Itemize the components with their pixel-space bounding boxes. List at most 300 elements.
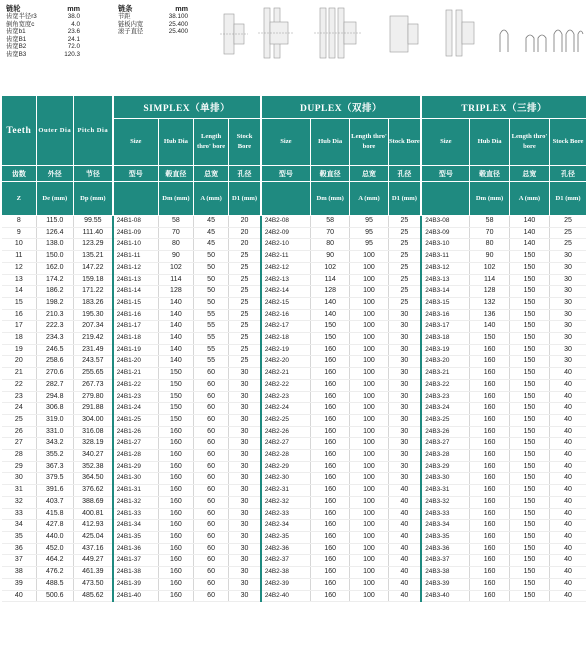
teeth-cell: 36: [2, 543, 36, 555]
duplex-size-cell: 24B2-40: [261, 590, 311, 602]
duplex-bore-cell: 40: [388, 555, 421, 567]
simplex-bore-cell: 30: [229, 426, 261, 438]
duplex-bore-cn: 孔径: [388, 166, 421, 182]
triplex-hub-cell: 160: [470, 555, 509, 567]
simplex-size-cell: 24B1-17: [113, 321, 159, 333]
simplex-bore-cell: 20: [229, 216, 261, 228]
simplex-bore-cell: 30: [229, 368, 261, 380]
sprocket-data-table: [2, 96, 586, 602]
outer-dia-cell: 150.0: [36, 251, 73, 263]
teeth-cell: 18: [2, 333, 36, 345]
duplex-bore-cell: 40: [388, 496, 421, 508]
triplex-length-cell: 150: [509, 379, 549, 391]
duplex-bore-cell: 25: [388, 286, 421, 298]
simplex-length-cn: 总宽: [193, 166, 228, 182]
duplex-length-cell: 100: [350, 391, 388, 403]
triplex-hub-cell: 160: [470, 473, 509, 485]
triplex-length-cell: 150: [509, 286, 549, 298]
triplex-hub-cell: 160: [470, 356, 509, 368]
simplex-hub-cell: 160: [158, 438, 193, 450]
triplex-length-cell: 140: [509, 227, 549, 239]
simplex-bore-cell: 25: [229, 309, 261, 321]
pitch-dia-cell: 135.21: [73, 251, 112, 263]
triplex-length-cell: 150: [509, 414, 549, 426]
outer-dia-cell: 246.5: [36, 344, 73, 356]
outer-dia-cell: 343.2: [36, 438, 73, 450]
simplex-length-cell: 60: [193, 461, 228, 473]
simplex-bore-cell: 20: [229, 227, 261, 239]
simplex-hub-cell: 160: [158, 508, 193, 520]
triplex-size-cell: 24B3-32: [421, 496, 470, 508]
duplex-bore-cell: 40: [388, 543, 421, 555]
spec-value: 4.0: [71, 20, 80, 28]
pitch-dia-cell: 352.38: [73, 461, 112, 473]
duplex-hub-cell: 140: [311, 297, 350, 309]
duplex-size-cell: 24B2-13: [261, 274, 311, 286]
duplex-hub-cell: 70: [311, 227, 350, 239]
triplex-size-cell: 24B3-36: [421, 543, 470, 555]
pitch-dia-cell: 316.08: [73, 426, 112, 438]
duplex-size-cn: 型号: [261, 166, 311, 182]
pitch-dia-cell: 183.26: [73, 297, 112, 309]
outer-dia-cell: 500.6: [36, 590, 73, 602]
pitch-dia-cell: 340.27: [73, 450, 112, 462]
simplex-length-cell: 60: [193, 520, 228, 532]
triplex-length-cell: 150: [509, 508, 549, 520]
table-row: [2, 356, 586, 368]
outer-dia-cell: 210.3: [36, 309, 73, 321]
simplex-length-cell: 60: [193, 438, 228, 450]
duplex-hub-cell: 160: [311, 508, 350, 520]
simplex-size-cell: 24B1-09: [113, 227, 159, 239]
table-row: [2, 333, 586, 345]
simplex-hub-cell: 160: [158, 531, 193, 543]
teeth-cell: 30: [2, 473, 36, 485]
teeth-cell: 21: [2, 368, 36, 380]
simplex-length-cell: 60: [193, 379, 228, 391]
simplex-hub-cell: 160: [158, 543, 193, 555]
simplex-length-cell: 45: [193, 227, 228, 239]
simplex-hub-cell: 160: [158, 520, 193, 532]
simplex-bore-cell: 30: [229, 578, 261, 590]
simplex-bore-cell: 30: [229, 450, 261, 462]
table-row: [2, 590, 586, 602]
table-body: [2, 216, 586, 602]
simplex-hub-cell: 58: [158, 216, 193, 228]
simplex-hub-cell: 150: [158, 368, 193, 380]
simplex-size-cell: 24B1-35: [113, 531, 159, 543]
duplex-size-cell: 24B2-17: [261, 321, 311, 333]
duplex-hub-cn: 毂直径: [311, 166, 350, 182]
outer-dia-cell: 234.3: [36, 333, 73, 345]
triplex-bore-cell: 40: [550, 531, 586, 543]
triplex-bore-cell: 30: [550, 262, 586, 274]
outer-dia-cell: 222.3: [36, 321, 73, 333]
triplex-length-cell: 150: [509, 543, 549, 555]
triplex-length-symbol: A (mm): [509, 182, 549, 216]
simplex-bore-cell: 30: [229, 543, 261, 555]
simplex-length-cell: 50: [193, 297, 228, 309]
triplex-length-cell: 150: [509, 274, 549, 286]
simplex-length-cell: 60: [193, 414, 228, 426]
table-row: [2, 251, 586, 263]
triplex-size-cell: 24B3-18: [421, 333, 470, 345]
duplex-bore-cell: 30: [388, 391, 421, 403]
outer-dia-cell: 138.0: [36, 239, 73, 251]
pitch-dia-cell: 449.27: [73, 555, 112, 567]
simplex-bore-cell: 20: [229, 239, 261, 251]
pitch-dia-cell: 279.80: [73, 391, 112, 403]
teeth-symbol: Z: [2, 182, 36, 216]
table-row: [2, 216, 586, 228]
simplex-bore-cell: 30: [229, 438, 261, 450]
duplex-length-cell: 100: [350, 438, 388, 450]
duplex-length-cell: 100: [350, 520, 388, 532]
table-row: [2, 450, 586, 462]
sprocket-spec-title: 链轮: [6, 4, 21, 13]
duplex-hub-cell: 160: [311, 555, 350, 567]
teeth-cell: 20: [2, 356, 36, 368]
duplex-sprocket-drawing: [258, 8, 294, 58]
teeth-cell: 40: [2, 590, 36, 602]
duplex-size-cell: 24B2-39: [261, 578, 311, 590]
triplex-hub-cell: 160: [470, 391, 509, 403]
duplex-size-cell: 24B2-27: [261, 438, 311, 450]
triplex-size-cell: 24B3-23: [421, 391, 470, 403]
simplex-length-cell: 60: [193, 531, 228, 543]
duplex-bore-cell: 30: [388, 344, 421, 356]
duplex-bore-cell: 25: [388, 239, 421, 251]
duplex-bore-cell: 25: [388, 251, 421, 263]
duplex-bore-cell: 25: [388, 274, 421, 286]
simplex-hub-cell: 160: [158, 485, 193, 497]
triplex-size-cell: 24B3-39: [421, 578, 470, 590]
triplex-hub-cell: 160: [470, 496, 509, 508]
duplex-size-cell: 24B2-15: [261, 297, 311, 309]
simplex-size-cell: 24B1-23: [113, 391, 159, 403]
triplex-length-cell: 150: [509, 251, 549, 263]
teeth-cell: 19: [2, 344, 36, 356]
outer-dia-cell: 115.0: [36, 216, 73, 228]
simplex-bore-symbol: D1 (mm): [229, 182, 261, 216]
duplex-bore-cell: 25: [388, 216, 421, 228]
simplex-length-cell: 60: [193, 590, 228, 602]
teeth-cell: 8: [2, 216, 36, 228]
outer-dia-cell: 126.4: [36, 227, 73, 239]
duplex-hub-symbol: Dm (mm): [311, 182, 350, 216]
pitch-dia-cell: 473.50: [73, 578, 112, 590]
simplex-size-cell: 24B1-40: [113, 590, 159, 602]
simplex-hub-cell: 160: [158, 461, 193, 473]
simplex-length-cell: 60: [193, 403, 228, 415]
duplex-size-cell: 24B2-33: [261, 508, 311, 520]
teeth-cell: 12: [2, 262, 36, 274]
simplex-size-cell: 24B1-25: [113, 414, 159, 426]
duplex-length-cell: 100: [350, 531, 388, 543]
triplex-bore-cell: 40: [550, 426, 586, 438]
spec-label: 齿宽半径r3: [6, 13, 37, 20]
triplex-hub-cell: 160: [470, 520, 509, 532]
table-row: [2, 227, 586, 239]
table-row: [2, 461, 586, 473]
pitch-dia-cell: 425.04: [73, 531, 112, 543]
outer-dia-cell: 476.2: [36, 567, 73, 579]
triplex-size-cn: 型号: [421, 166, 470, 182]
simplex-hub-cell: 140: [158, 333, 193, 345]
duplex-hub-cell: 160: [311, 543, 350, 555]
simplex-bore-cell: 25: [229, 297, 261, 309]
outer-dia-cell: 403.7: [36, 496, 73, 508]
simplex-length-cell: 55: [193, 321, 228, 333]
chain-spec-title: 链条: [118, 4, 133, 13]
spec-value: 25.400: [168, 20, 188, 28]
triplex-length-cell: 150: [509, 555, 549, 567]
duplex-bore-cell: 30: [388, 403, 421, 415]
simplex-bore-cell: 25: [229, 286, 261, 298]
spec-value: 38.0: [67, 13, 80, 20]
triplex-hub-cell: 160: [470, 531, 509, 543]
triplex-hub-cell: 160: [470, 461, 509, 473]
triplex-hub-cell: 160: [470, 485, 509, 497]
simplex-size-cell: 24B1-13: [113, 274, 159, 286]
simplex-length-cell: 60: [193, 567, 228, 579]
simplex-bore-cell: 30: [229, 555, 261, 567]
spec-value: 120.3: [64, 50, 80, 58]
triplex-size-cell: 24B3-08: [421, 216, 470, 228]
triplex-size-cell: 24B3-24: [421, 403, 470, 415]
spec-value: 25.400: [168, 28, 188, 36]
triplex-size-cell: 24B3-34: [421, 520, 470, 532]
triplex-size-cell: 24B3-10: [421, 239, 470, 251]
triplex-bore-cell: 40: [550, 485, 586, 497]
teeth-cell: 39: [2, 578, 36, 590]
outer-dia-cell: 367.3: [36, 461, 73, 473]
duplex-hub-cell: 160: [311, 590, 350, 602]
simplex-size-header: Size: [113, 119, 159, 166]
triplex-length-cell: 150: [509, 309, 549, 321]
simplex-length-cell: 55: [193, 356, 228, 368]
pitch-dia-cell: 99.55: [73, 216, 112, 228]
simplex-length-symbol: A (mm): [193, 182, 228, 216]
duplex-hub-cell: 160: [311, 368, 350, 380]
duplex-bore-cell: 30: [388, 309, 421, 321]
pitch-dia-cell: 485.62: [73, 590, 112, 602]
duplex-hub-cell: 160: [311, 578, 350, 590]
pitch-dia-cell: 388.69: [73, 496, 112, 508]
simplex-size-cell: 24B1-19: [113, 344, 159, 356]
triplex-hub-cell: 160: [470, 450, 509, 462]
bore-section-drawing: [390, 10, 474, 56]
simplex-bore-cell: 25: [229, 321, 261, 333]
simplex-length-cell: 60: [193, 508, 228, 520]
simplex-size-symbol: [113, 182, 159, 216]
simplex-size-cell: 24B1-27: [113, 438, 159, 450]
simplex-hub-cell: 160: [158, 496, 193, 508]
triplex-length-header: Length thro' bore: [509, 119, 549, 166]
simplex-length-cell: 55: [193, 309, 228, 321]
duplex-length-header: Length thro' bore: [350, 119, 388, 166]
simplex-hub-cell: 140: [158, 297, 193, 309]
triplex-hub-header: Hub Dia: [470, 119, 509, 166]
triplex-bore-cell: 25: [550, 239, 586, 251]
pitch-dia-cell: 243.57: [73, 356, 112, 368]
teeth-cell: 10: [2, 239, 36, 251]
triplex-hub-cell: 160: [470, 543, 509, 555]
table-row: [2, 403, 586, 415]
triplex-hub-cell: 160: [470, 344, 509, 356]
simplex-length-cell: 60: [193, 543, 228, 555]
duplex-bore-cell: 30: [388, 414, 421, 426]
simplex-size-cell: 24B1-39: [113, 578, 159, 590]
triplex-bore-cell: 30: [550, 356, 586, 368]
pitch-dia-cell: 255.65: [73, 368, 112, 380]
triplex-bore-cell: 40: [550, 590, 586, 602]
teeth-cell: 17: [2, 321, 36, 333]
pitch-dia-cell: 159.18: [73, 274, 112, 286]
simplex-bore-cell: 25: [229, 356, 261, 368]
duplex-bore-cell: 40: [388, 590, 421, 602]
simplex-length-cell: 55: [193, 333, 228, 345]
chain-spec-row: [118, 13, 188, 21]
triplex-size-cell: 24B3-40: [421, 590, 470, 602]
simplex-size-cell: 24B1-34: [113, 520, 159, 532]
duplex-bore-cell: 40: [388, 520, 421, 532]
spec-label: 滚子直径: [118, 28, 144, 36]
simplex-size-cell: 24B1-38: [113, 567, 159, 579]
triplex-sprocket-drawing: [314, 8, 362, 58]
teeth-cell: 16: [2, 309, 36, 321]
table-row: [2, 578, 586, 590]
pitch-dia-cell: 111.40: [73, 227, 112, 239]
triplex-size-cell: 24B3-29: [421, 461, 470, 473]
triplex-hub-cell: 114: [470, 274, 509, 286]
tooth-profile-drawing: [500, 30, 583, 52]
simplex-hub-cell: 150: [158, 403, 193, 415]
outer-dia-cell: 452.0: [36, 543, 73, 555]
simplex-bore-cell: 30: [229, 379, 261, 391]
duplex-hub-cell: 150: [311, 333, 350, 345]
triplex-bore-header: Stock Bore: [550, 119, 586, 166]
duplex-hub-cell: 160: [311, 450, 350, 462]
duplex-hub-cell: 160: [311, 344, 350, 356]
teeth-cell: 22: [2, 379, 36, 391]
spec-value: 72.0: [67, 43, 80, 51]
teeth-cell: 31: [2, 485, 36, 497]
duplex-length-cell: 100: [350, 286, 388, 298]
simplex-length-cell: 60: [193, 391, 228, 403]
table-row: [2, 391, 586, 403]
simplex-size-cell: 24B1-10: [113, 239, 159, 251]
simplex-bore-header: Stock Bore: [229, 119, 261, 166]
duplex-length-cell: 100: [350, 321, 388, 333]
triplex-size-cell: 24B3-14: [421, 286, 470, 298]
outer-dia-cell: 162.0: [36, 262, 73, 274]
duplex-hub-cell: 114: [311, 274, 350, 286]
triplex-hub-cell: 150: [470, 333, 509, 345]
table-row: [2, 309, 586, 321]
simplex-size-cell: 24B1-24: [113, 403, 159, 415]
duplex-length-cell: 100: [350, 508, 388, 520]
simplex-hub-cell: 150: [158, 379, 193, 391]
duplex-bore-cell: 25: [388, 262, 421, 274]
pitch-symbol: Dp (mm): [73, 182, 112, 216]
triplex-length-cell: 150: [509, 496, 549, 508]
duplex-size-cell: 24B2-30: [261, 473, 311, 485]
triplex-size-cell: 24B3-19: [421, 344, 470, 356]
simplex-bore-cell: 30: [229, 485, 261, 497]
duplex-bore-cell: 25: [388, 297, 421, 309]
triplex-length-cell: 150: [509, 461, 549, 473]
simplex-length-cell: 45: [193, 239, 228, 251]
triplex-size-cell: 24B3-22: [421, 379, 470, 391]
duplex-hub-cell: 58: [311, 216, 350, 228]
teeth-cell: 27: [2, 438, 36, 450]
triplex-size-cell: 24B3-35: [421, 531, 470, 543]
simplex-bore-cell: 30: [229, 590, 261, 602]
duplex-length-cell: 100: [350, 274, 388, 286]
triplex-length-cell: 150: [509, 391, 549, 403]
outer-dia-cell: 282.7: [36, 379, 73, 391]
triplex-size-cell: 24B3-16: [421, 309, 470, 321]
triplex-size-cell: 24B3-13: [421, 274, 470, 286]
duplex-size-cell: 24B2-31: [261, 485, 311, 497]
simplex-hub-cell: 160: [158, 555, 193, 567]
simplex-hub-cell: 150: [158, 414, 193, 426]
simplex-length-cell: 60: [193, 368, 228, 380]
triplex-hub-cell: 132: [470, 297, 509, 309]
table-row: [2, 239, 586, 251]
table-row: [2, 496, 586, 508]
simplex-size-cell: 24B1-22: [113, 379, 159, 391]
triplex-hub-cell: 136: [470, 309, 509, 321]
triplex-length-cell: 150: [509, 262, 549, 274]
triplex-bore-cell: 40: [550, 438, 586, 450]
table-row: [2, 286, 586, 298]
duplex-length-cell: 100: [350, 543, 388, 555]
table-row: [2, 274, 586, 286]
triplex-length-cell: 150: [509, 356, 549, 368]
table-row: [2, 262, 586, 274]
duplex-size-cell: 24B2-35: [261, 531, 311, 543]
pitch-dia-cell: 364.50: [73, 473, 112, 485]
pitch-dia-cell: 219.42: [73, 333, 112, 345]
triplex-size-cell: 24B3-17: [421, 321, 470, 333]
pitch-dia-cell: 291.88: [73, 403, 112, 415]
table-row: [2, 414, 586, 426]
triplex-size-cell: 24B3-25: [421, 414, 470, 426]
triplex-bore-cell: 30: [550, 321, 586, 333]
triplex-hub-cell: 102: [470, 262, 509, 274]
teeth-cell: 13: [2, 274, 36, 286]
table-row: [2, 520, 586, 532]
triplex-bore-cell: 40: [550, 391, 586, 403]
duplex-bore-cell: 30: [388, 379, 421, 391]
duplex-size-cell: 24B2-36: [261, 543, 311, 555]
triplex-size-cell: 24B3-28: [421, 450, 470, 462]
teeth-cell: 28: [2, 450, 36, 462]
table-row: [2, 379, 586, 391]
duplex-hub-cell: 140: [311, 309, 350, 321]
outer-dia-cell: 427.8: [36, 520, 73, 532]
spec-value: 38.100: [168, 13, 188, 20]
duplex-size-cell: 24B2-24: [261, 403, 311, 415]
outer-dia-header: Outer Dia: [36, 96, 73, 166]
duplex-length-symbol: A (mm): [350, 182, 388, 216]
duplex-hub-cell: 80: [311, 239, 350, 251]
simplex-size-cell: 24B1-14: [113, 286, 159, 298]
pitch-dia-cell: 231.49: [73, 344, 112, 356]
spec-label: 节距: [118, 13, 131, 20]
